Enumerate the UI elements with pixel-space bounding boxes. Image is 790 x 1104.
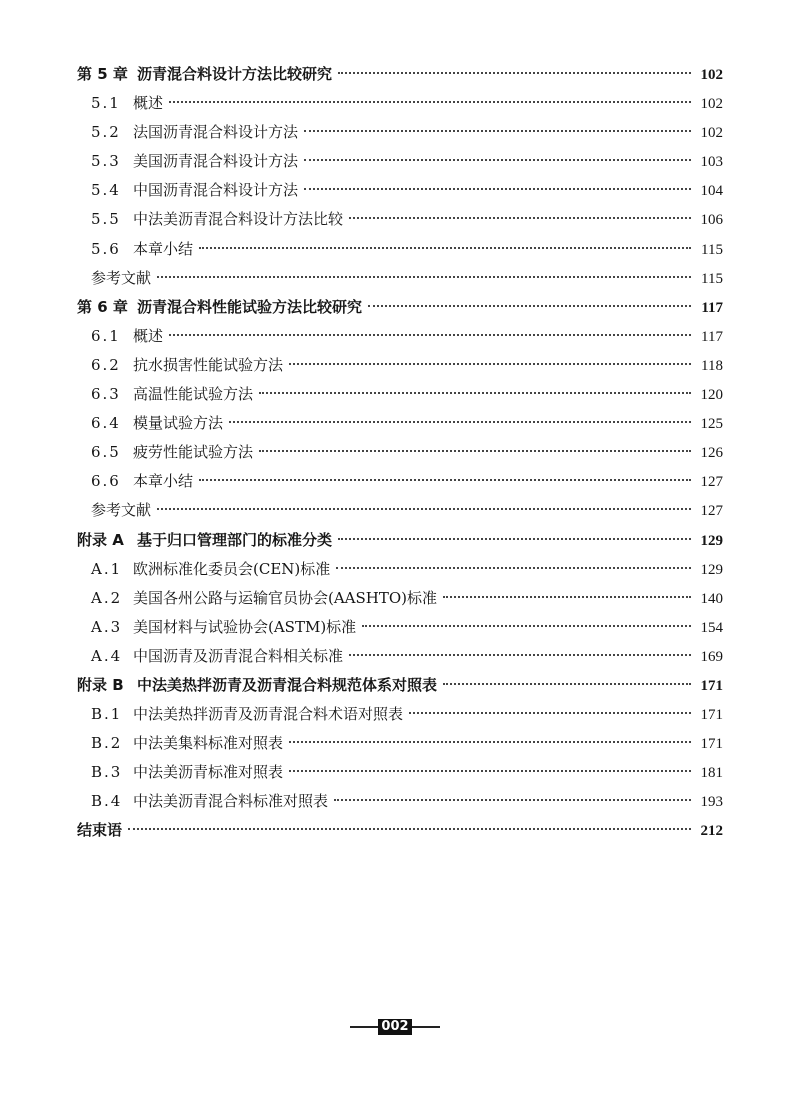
toc-entry-title: 中法美集料标准对照表 — [133, 734, 284, 753]
toc-section-row — [77, 176, 723, 205]
toc-entry-number: 6.4 — [91, 414, 121, 433]
toc-entry-title: 中法美热拌沥青及沥青混合料规范体系对照表 — [137, 675, 438, 694]
toc-page-number: 115 — [701, 241, 723, 258]
dot-leader — [336, 567, 691, 569]
toc-section-row — [77, 147, 723, 176]
toc-entry-title: 美国材料与试验协会(ASTM)标准 — [133, 617, 357, 636]
toc-page-number: 104 — [700, 183, 723, 200]
toc-page-number: 127 — [700, 503, 723, 520]
toc-section-row — [77, 758, 723, 787]
toc-page-number: 118 — [701, 357, 723, 374]
toc-entry-title: 抗水损害性能试验方法 — [133, 355, 284, 374]
toc-section-row — [77, 89, 723, 118]
dot-leader — [349, 654, 691, 656]
toc-page-number: 169 — [700, 648, 723, 665]
toc-entry-title: 沥青混合料设计方法比较研究 — [137, 65, 333, 83]
toc-entry-number: 5.3 — [91, 152, 121, 171]
toc-section-row — [77, 409, 723, 438]
dot-leader — [368, 305, 691, 307]
toc-page-number: 181 — [700, 765, 723, 782]
toc-section-row — [77, 351, 723, 380]
dot-leader — [229, 421, 691, 423]
toc-entry-title: 本章小结 — [133, 239, 194, 258]
toc-entry-number: 6.1 — [91, 326, 121, 345]
toc-entry-title: 沥青混合料性能试验方法比较研究 — [137, 297, 363, 316]
toc-page-number: 212 — [700, 823, 723, 840]
toc-entry-number: 5.6 — [91, 239, 121, 258]
toc-entry-title: 中国沥青混合料设计方法 — [133, 181, 299, 200]
toc-page-number: 115 — [701, 270, 723, 287]
dot-leader — [338, 72, 691, 74]
toc-page-number: 154 — [700, 619, 723, 636]
toc-section-row — [77, 584, 723, 613]
toc-entry-title: 概述 — [133, 326, 164, 345]
toc-page-number: 117 — [701, 328, 723, 345]
dot-leader — [443, 683, 691, 685]
toc-entry-title: 参考文献 — [91, 501, 152, 520]
toc-entry-title: 美国各州公路与运输官员协会(AASHTO)标准 — [133, 588, 438, 607]
toc-section-row — [77, 322, 723, 351]
dot-leader — [289, 770, 691, 772]
toc-section-row — [77, 787, 723, 816]
dot-leader — [259, 392, 691, 394]
toc-entry-row — [77, 816, 723, 845]
toc-entry-number: 附录 A — [77, 530, 124, 549]
toc-entry-title: 中国沥青及沥青混合料相关标准 — [133, 646, 344, 665]
toc-entry-title: 中法美沥青标准对照表 — [133, 763, 284, 782]
dot-leader — [349, 217, 691, 219]
toc-entry-title: 中法美热拌沥青及沥青混合料术语对照表 — [133, 705, 404, 724]
toc-page-number: 102 — [700, 67, 723, 83]
toc-entry-number: B.4 — [91, 792, 123, 811]
dot-leader — [289, 741, 691, 743]
dot-leader — [157, 508, 691, 510]
dot-leader — [157, 276, 691, 278]
toc-entry-title: 欧洲标准化委员会(CEN)标准 — [133, 559, 331, 578]
toc-section-row — [77, 613, 723, 642]
toc-chapter-row — [77, 60, 723, 89]
toc-entry-title: 概述 — [133, 94, 164, 113]
toc-entry-number: 5.4 — [91, 181, 121, 200]
toc-page-number: 125 — [700, 416, 723, 433]
toc-page-number: 171 — [700, 736, 723, 753]
toc-entry-number: 6.3 — [91, 385, 121, 404]
toc-section-row — [77, 118, 723, 147]
dot-leader — [443, 596, 691, 598]
toc-entry-title: 法国沥青混合料设计方法 — [133, 123, 299, 142]
toc-section-row — [77, 438, 723, 467]
toc-entry-title: 中法美沥青混合料设计方法比较 — [133, 210, 344, 229]
dot-leader — [289, 363, 691, 365]
toc-section-row — [77, 235, 723, 264]
dot-leader — [259, 450, 691, 452]
toc-page-number: 103 — [700, 154, 723, 171]
toc-entry-title: 结束语 — [77, 821, 123, 840]
toc-page-number: 140 — [700, 590, 723, 607]
dot-leader — [128, 828, 691, 830]
toc-entry-row — [77, 264, 723, 293]
toc-entry-number: B.3 — [91, 763, 123, 782]
toc-entry-number: 第 6 章 — [77, 297, 128, 316]
dot-leader — [409, 712, 691, 714]
dot-leader — [169, 101, 691, 103]
toc-page-number: 126 — [700, 445, 723, 462]
toc-section-row — [77, 555, 723, 584]
toc-section-row — [77, 700, 723, 729]
toc-entry-row — [77, 496, 723, 525]
toc-entry-title: 本章小结 — [133, 472, 194, 491]
dot-leader — [334, 799, 691, 801]
footer-rule-right — [412, 1026, 440, 1028]
toc-entry-number: 5.5 — [91, 210, 121, 229]
toc-section-row — [77, 467, 723, 496]
toc-entry-number: A.3 — [91, 617, 123, 636]
toc-entry-title: 中法美沥青混合料标准对照表 — [133, 792, 329, 811]
page-footer — [0, 1019, 790, 1035]
dot-leader — [199, 247, 691, 249]
toc-entry-title: 模量试验方法 — [133, 414, 224, 433]
toc-entry-number: 6.5 — [91, 443, 121, 462]
toc-page-number: 193 — [700, 794, 723, 811]
toc-page-number: 120 — [700, 387, 723, 404]
dot-leader — [362, 625, 691, 627]
toc-entry-title: 基于归口管理部门的标准分类 — [137, 530, 333, 549]
toc-entry-number: 第 5 章 — [77, 65, 128, 83]
toc-page-number: 117 — [701, 299, 723, 316]
toc-entry-number: A.4 — [91, 646, 123, 665]
toc-entry-number: 5.2 — [91, 123, 121, 142]
toc-page-number: 171 — [700, 677, 723, 694]
dot-leader — [169, 334, 691, 336]
toc-entry-title: 美国沥青混合料设计方法 — [133, 152, 299, 171]
dot-leader — [304, 188, 691, 190]
footer-rule-left — [350, 1026, 378, 1028]
toc-entry-number: A.2 — [91, 588, 123, 607]
toc-section-row — [77, 642, 723, 671]
toc-page-number: 127 — [700, 474, 723, 491]
toc-entry-title: 参考文献 — [91, 268, 152, 287]
toc-page-number: 106 — [700, 212, 723, 229]
toc-entry-number: A.1 — [91, 559, 123, 578]
toc-entry-number: 附录 B — [77, 675, 124, 694]
table-of-contents — [77, 60, 723, 846]
toc-page-number: 171 — [700, 707, 723, 724]
toc-entry-number: B.1 — [91, 705, 123, 724]
toc-entry-number: 6.6 — [91, 472, 121, 491]
toc-entry-number: 6.2 — [91, 355, 121, 374]
toc-entry-number: B.2 — [91, 734, 123, 753]
toc-page-number: 102 — [700, 96, 723, 113]
toc-chapter-row — [77, 293, 723, 322]
toc-section-row — [77, 205, 723, 234]
page-number: 002 — [378, 1019, 411, 1035]
toc-section-row — [77, 729, 723, 758]
toc-entry-title: 疲劳性能试验方法 — [133, 443, 254, 462]
dot-leader — [338, 538, 691, 540]
dot-leader — [199, 479, 691, 481]
toc-entry-number: 5.1 — [91, 94, 121, 113]
toc-chapter-row — [77, 526, 723, 555]
toc-section-row — [77, 380, 723, 409]
toc-page-number: 129 — [700, 532, 723, 549]
toc-page-number: 102 — [700, 125, 723, 142]
dot-leader — [304, 159, 691, 161]
toc-page-number: 129 — [700, 561, 723, 578]
dot-leader — [304, 130, 691, 132]
toc-entry-title: 高温性能试验方法 — [133, 385, 254, 404]
toc-chapter-row — [77, 671, 723, 700]
